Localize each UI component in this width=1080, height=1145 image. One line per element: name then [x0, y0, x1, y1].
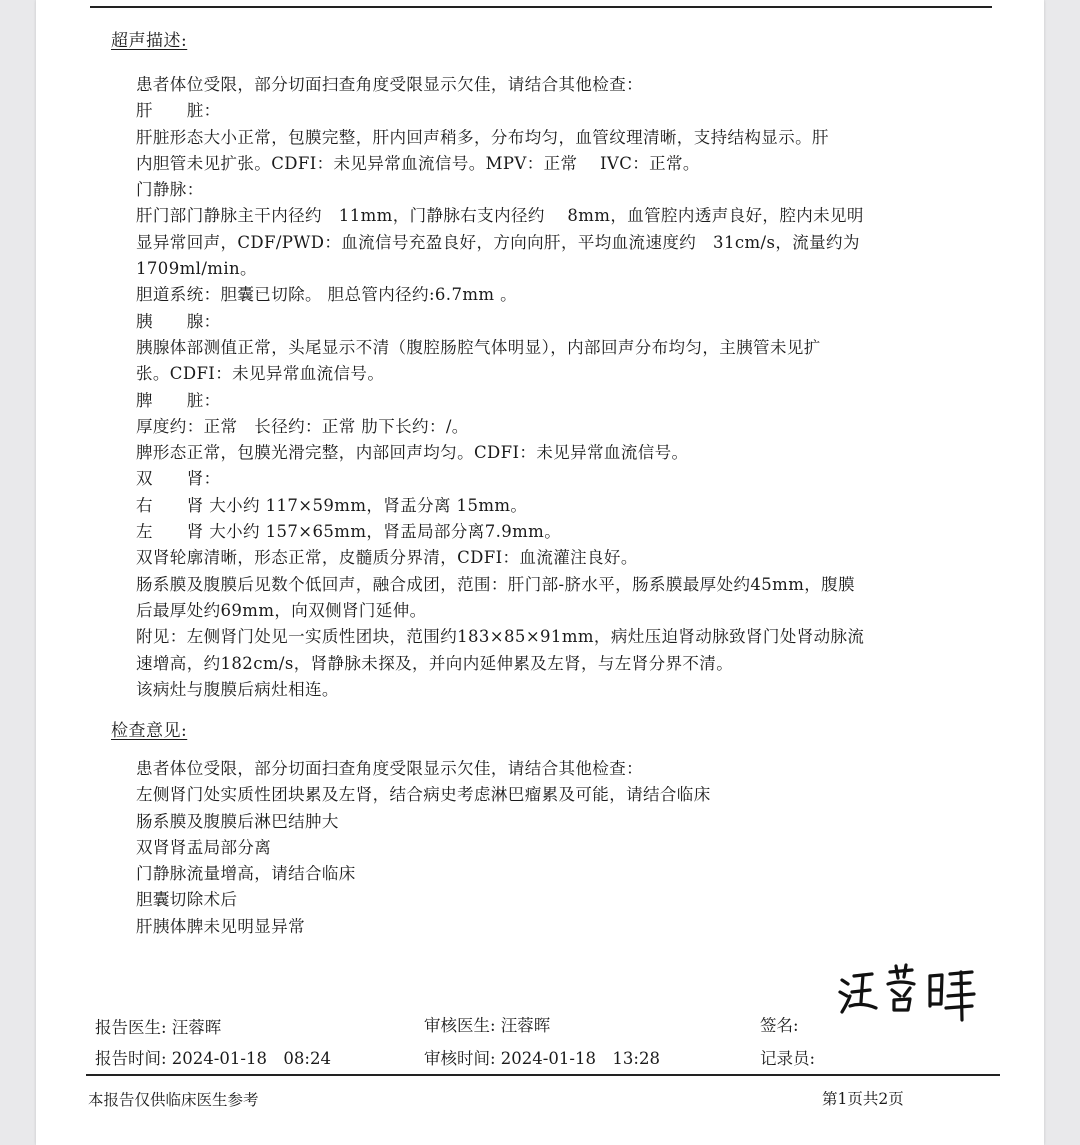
text-line: 左 肾 大小约 157×65mm，肾盂局部分离7.9mm。 [136, 522, 562, 542]
text-line: 肝 脏： [136, 101, 221, 121]
findings-section-title: 超声描述: [111, 31, 188, 51]
report-page [36, 0, 1044, 1145]
text-line: 门静脉流量增高，请结合临床 [136, 864, 356, 884]
signature-label: 签名: [760, 1016, 799, 1035]
text-line: 后最厚处约69mm，向双侧肾门延伸。 [136, 600, 427, 620]
conclusion-text [136, 756, 981, 940]
text-line: 双 肾： [136, 469, 221, 489]
disclaimer: 本报告仅供临床医生参考 [88, 1091, 259, 1109]
text-line: 双肾肾盂局部分离 [136, 837, 272, 857]
page-info: 第1页共2页 [822, 1090, 904, 1108]
review-time: 审核时间: 2024-01-18 13:28 [424, 1049, 660, 1068]
recorder-label: 记录员: [760, 1049, 816, 1068]
text-line: 附见：左侧肾门处见一实质性团块，范围约183×85×91mm，病灶压迫肾动脉致肾门处肾动脉流 [136, 627, 865, 647]
text-line: 门静脉： [136, 180, 204, 200]
text-line: 脾形态正常，包膜光滑完整，内部回声均匀。CDFI：未见异常血流信号。 [136, 443, 689, 463]
report-doctor: 报告医生: 汪蓉晖 [95, 1018, 222, 1037]
text-line: 患者体位受限，部分切面扫查角度受限显示欠佳，请结合其他检查： [136, 75, 643, 94]
text-line: 左侧肾门处实质性团块累及左肾，结合病史考虑淋巴瘤累及可能，请结合临床 [136, 785, 711, 805]
text-line: 厚度约：正常 长径约：正常 肋下长约：/。 [136, 416, 469, 436]
text-line: 肝脏形态大小正常，包膜完整，肝内回声稍多，分布均匀，血管纹理清晰，支持结构显示。肝 [136, 127, 829, 147]
text-line: 胆囊切除术后 [136, 890, 238, 910]
text-line: 胆道系统：胆囊已切除。 胆总管内径约:6.7mm 。 [136, 285, 517, 305]
text-line: 速增高，约182cm/s，肾静脉未探及，并向内延伸累及左肾，与左肾分界不清。 [136, 653, 734, 673]
report-time: 报告时间: 2024-01-18 08:24 [95, 1049, 331, 1068]
text-line: 肝门部门静脉主干内径约 11mm，门静脉右支内径约 8mm，血管腔内透声良好，腔内未见明 [136, 206, 864, 226]
text-line: 该病灶与腹膜后病灶相连。 [136, 679, 339, 699]
findings-text [136, 72, 981, 703]
text-line: 肠系膜及腹膜后淋巴结肿大 [136, 811, 339, 831]
text-line: 肠系膜及腹膜后见数个低回声，融合成团，范围：肝门部-脐水平，肠系膜最厚处约45mm，腹膜 [136, 574, 855, 594]
text-line: 胰腺体部测值正常，头尾显示不清（腹腔肠腔气体明显），内部回声分布均匀，主胰管未见扩 [136, 337, 821, 357]
text-line: 胰 腺： [136, 311, 221, 331]
text-line: 脾 脏： [136, 390, 221, 410]
text-line: 肝胰体脾未见明显异常 [136, 916, 305, 936]
text-line: 1709ml/min。 [136, 259, 257, 279]
handwritten-signature [834, 962, 984, 1024]
text-line: 显异常回声，CDF/PWD：血流信号充盈良好，方向向肝，平均血流速度约 31cm/s，流量约为 [136, 232, 860, 252]
top-divider [90, 6, 992, 8]
text-line: 双肾轮廓清晰，形态正常，皮髓质分界清，CDFI：血流灌注良好。 [136, 548, 638, 568]
bottom-divider [86, 1074, 1000, 1076]
text-line: 张。CDFI：未见异常血流信号。 [136, 364, 385, 384]
review-doctor: 审核医生: 汪蓉晖 [424, 1016, 551, 1035]
conclusion-section-title: 检查意见: [111, 721, 188, 741]
text-line: 内胆管未见扩张。CDFI：未见异常血流信号。MPV：正常 IVC：正常。 [136, 153, 700, 173]
text-line: 右 肾 大小约 117×59mm，肾盂分离 15mm。 [136, 495, 528, 515]
text-line: 患者体位受限，部分切面扫查角度受限显示欠佳，请结合其他检查： [136, 759, 643, 778]
